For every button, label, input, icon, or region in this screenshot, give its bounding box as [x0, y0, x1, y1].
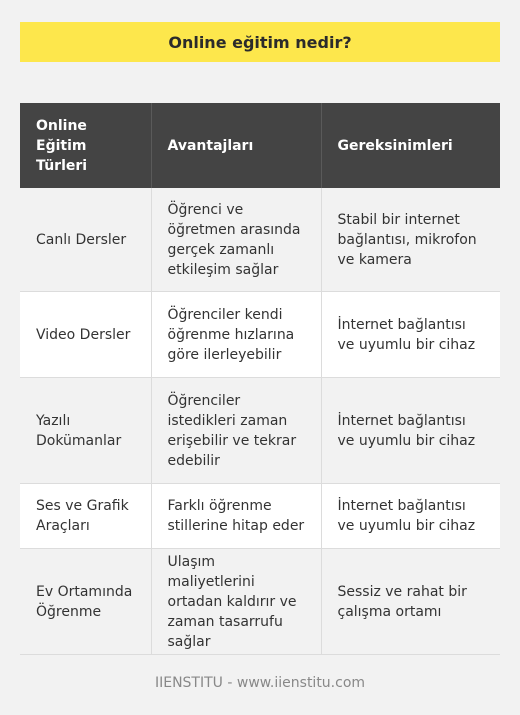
online-education-table	[20, 103, 500, 655]
column-header-advantages: Avantajları	[151, 103, 321, 188]
page-title: Online eğitim nedir?	[20, 22, 500, 62]
table-cell: Video Dersler	[20, 292, 151, 378]
table-cell: İnternet bağlantısı ve uyumlu bir cihaz	[321, 292, 500, 378]
table-cell: Ev Ortamında Öğrenme	[20, 549, 151, 655]
column-header-types: Online Eğitim Türleri	[20, 103, 151, 188]
table-cell: Stabil bir internet bağlantısı, mikrofon ve kamera	[321, 188, 500, 292]
table-cell: Farklı öğrenme stillerine hitap eder	[151, 484, 321, 549]
table-cell: Öğrenci ve öğretmen arasında gerçek zamanlı etkileşim sağlar	[151, 188, 321, 292]
table-row	[20, 378, 500, 484]
table-cell: Yazılı Dokümanlar	[20, 378, 151, 484]
table-cell: İnternet bağlantısı ve uyumlu bir cihaz	[321, 378, 500, 484]
table-row	[20, 292, 500, 378]
table-cell: Sessiz ve rahat bir çalışma ortamı	[321, 549, 500, 655]
table-header-row	[20, 103, 500, 188]
table-cell: Ses ve Grafik Araçları	[20, 484, 151, 549]
table-cell: Öğrenciler istedikleri zaman erişebilir ve tekrar edebilir	[151, 378, 321, 484]
table-row	[20, 484, 500, 549]
table-cell: Canlı Dersler	[20, 188, 151, 292]
table-cell: İnternet bağlantısı ve uyumlu bir cihaz	[321, 484, 500, 549]
column-header-requirements: Gereksinimleri	[321, 103, 500, 188]
table-cell: Ulaşım maliyetlerini ortadan kaldırır ve zaman tasarrufu sağlar	[151, 549, 321, 655]
table-cell: Öğrenciler kendi öğrenme hızlarına göre ilerleyebilir	[151, 292, 321, 378]
table-row	[20, 549, 500, 655]
footer-credit: IIENSTITU - www.iienstitu.com	[154, 675, 366, 691]
table-row	[20, 188, 500, 292]
